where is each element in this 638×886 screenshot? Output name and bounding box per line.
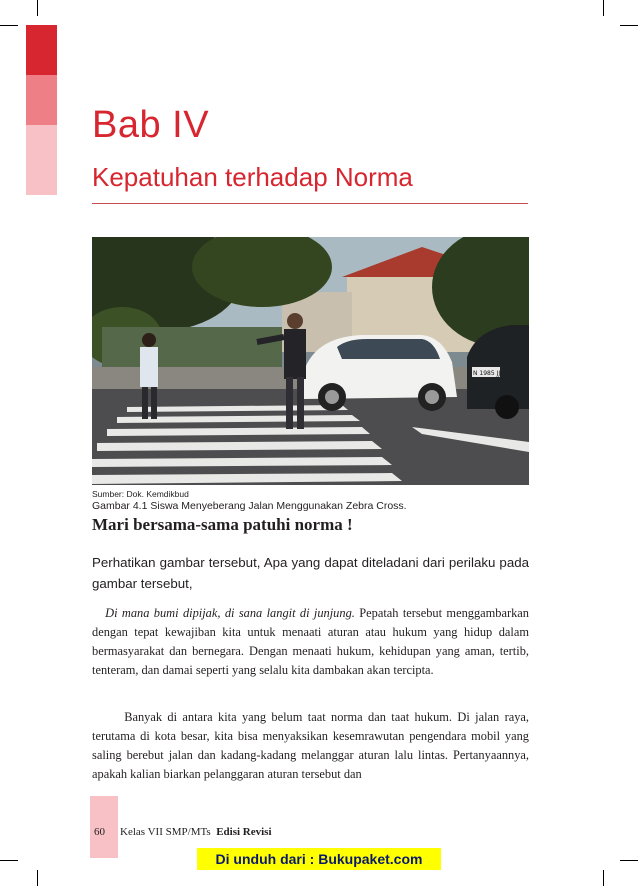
paragraph-1-body: Pepatah tersebut menggambarkan dengan tepat kewajiban kita untuk menaati aturan atau hukum yang hidup dalam bermasyarakat dan bernegara. Dengan menaati hukum, kehidupan yang aman, tertib, tenteram, dan damai seperti yang selalu kita dambakan akan tercipta. bbox=[92, 606, 530, 677]
crop-mark bbox=[620, 860, 638, 861]
proverb-text: Di mana bumi dipijak, di sana langit di junjung. bbox=[105, 606, 355, 620]
section-heading: Mari bersama-sama patuhi norma ! bbox=[92, 515, 353, 534]
paragraph-2-body: Banyak di antara kita yang belum taat norma dan taat hukum. Di jalan raya, terutama di kota besar, kita bisa menyaksikan kesemrawutan pengendara mobil yang saling berebut jalan dan kadang-kadang melanggar aturan lalu lintas. Pertanyaannya, apakah kalian biarkan pelanggaran aturan tersebut dan bbox=[92, 710, 530, 781]
book-title: Kelas VII SMP/MTs bbox=[120, 826, 211, 838]
intro-paragraph: Perhatikan gambar tersebut, Apa yang dapat diteladani dari perilaku pada gambar tersebut, bbox=[92, 555, 529, 591]
chapter-tab-mid bbox=[26, 75, 57, 125]
crop-mark bbox=[37, 870, 38, 886]
crop-mark bbox=[620, 25, 638, 26]
crop-mark bbox=[603, 870, 604, 886]
page-number: 60 bbox=[94, 826, 105, 838]
chapter-title: Bab IV bbox=[92, 104, 210, 146]
chapter-tab-light bbox=[26, 125, 57, 195]
book-footer bbox=[120, 826, 272, 838]
crop-mark bbox=[0, 860, 18, 861]
crop-mark bbox=[37, 0, 38, 16]
paragraph-1 bbox=[92, 604, 529, 680]
download-banner[interactable]: Di unduh dari : Bukupaket.com bbox=[197, 848, 441, 870]
chapter-tab-dark bbox=[26, 25, 57, 75]
title-divider bbox=[92, 203, 528, 204]
zebra-cross-photo bbox=[92, 237, 529, 485]
photo-source: Sumber: Dok. Kemdikbud bbox=[92, 489, 189, 499]
crop-mark bbox=[603, 0, 604, 16]
photo-caption: Gambar 4.1 Siswa Menyeberang Jalan Menggunakan Zebra Cross. bbox=[92, 500, 407, 512]
license-plate-text: N 1985 JJ bbox=[473, 370, 501, 377]
edition-label: Edisi Revisi bbox=[216, 826, 272, 838]
paragraph-2 bbox=[92, 708, 529, 784]
chapter-subtitle: Kepatuhan terhadap Norma bbox=[92, 162, 413, 192]
crop-mark bbox=[0, 25, 18, 26]
